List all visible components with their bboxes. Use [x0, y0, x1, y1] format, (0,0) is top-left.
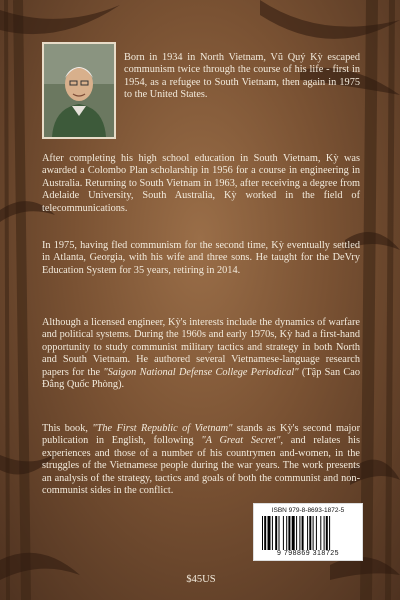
- bio-paragraph-3: In 1975, having fled communism for the second time, Kỳ eventually settled in Atlanta, Georgia, with his wife and three sons. He taught for the DeVry Education System for 35 years, retiring in 2014.: [42, 240, 360, 276]
- barcode-bar: [288, 516, 290, 550]
- barcode-bar: [313, 516, 314, 550]
- barcode-bar: [299, 516, 300, 550]
- barcode-bar: [329, 516, 330, 550]
- bio-paragraph-5: [42, 423, 360, 497]
- bio-paragraph-2: After completing his high school education in South Vietnam, Kỳ was awarded a Colombo Plan scholarship in 1956 for a course in engineering in Australia. Returning to South Vietnam in 1963, after receiving a degree from Adelaide University, South Australia, Kỳ worked in the field of telecommunications.: [42, 153, 360, 214]
- barcode-bar: [309, 516, 311, 550]
- barcode-bar: [324, 516, 325, 550]
- barcode-bar: [307, 516, 308, 550]
- barcode-bar: [286, 516, 287, 550]
- bio-paragraph-4: [42, 317, 360, 391]
- barcode-bar: [320, 516, 321, 550]
- bio-paragraph-1: Born in 1934 in North Vietnam, Vũ Quý Kỳ escaped communism twice through the course of his life - first in 1954, as a refugee to South Vietnam, then again in 1975 to the United States.: [124, 52, 360, 101]
- barcode-bar: [296, 516, 297, 550]
- author-photo: [42, 42, 116, 139]
- barcode-bar: [316, 516, 317, 550]
- barcode-bars: [262, 516, 356, 550]
- barcode-bar: [302, 516, 304, 550]
- barcode-bar: [262, 516, 263, 550]
- barcode-bar: [292, 516, 295, 550]
- barcode-bar: [268, 516, 271, 550]
- previous-book-title: "A Great Secret": [201, 435, 281, 447]
- bio-p5-mid: stands as Kỳ's second major publication in English, following: [42, 423, 360, 447]
- isbn-label: ISBN 979-8-8693-1872-5: [271, 507, 345, 514]
- isbn-digits: 9 798869 318725: [277, 550, 339, 557]
- bio-p4-text: Although a licensed engineer, Kỳ's interests include the dynamics of warfare and political systems. During the 1960s and early 1970s, Kỳ had a first-hand opportunity to study communist military tactics and strategy in both North and South Vietnam. He authored several Vietnamese-language research papers for the: [42, 317, 360, 378]
- bio-p5-lead: This book,: [42, 423, 93, 434]
- barcode-bar: [272, 516, 273, 550]
- bio-p5-tail: , and relates his experiences and those of a number of his countrymen and-women, in the struggles of the Vietnamese people during the war years. The work presents an analysis of the strategy, tactics and goals of both the communist and non-communist sides in the conflict.: [42, 435, 360, 497]
- barcode-bar: [275, 516, 277, 550]
- isbn-barcode: [253, 503, 363, 561]
- book-title: "The First Republic of Vietnam": [92, 423, 233, 434]
- price-label: $45US: [186, 574, 216, 585]
- barcode-bar: [283, 516, 284, 550]
- periodical-title: "Saigon National Defense College Periodical": [103, 366, 299, 378]
- bio-p4-tail: (Tập San Cao Đẳng Quốc Phòng).: [42, 366, 360, 391]
- barcode-bar: [326, 516, 328, 550]
- barcode-bar: [279, 516, 280, 550]
- barcode-bar: [264, 516, 266, 550]
